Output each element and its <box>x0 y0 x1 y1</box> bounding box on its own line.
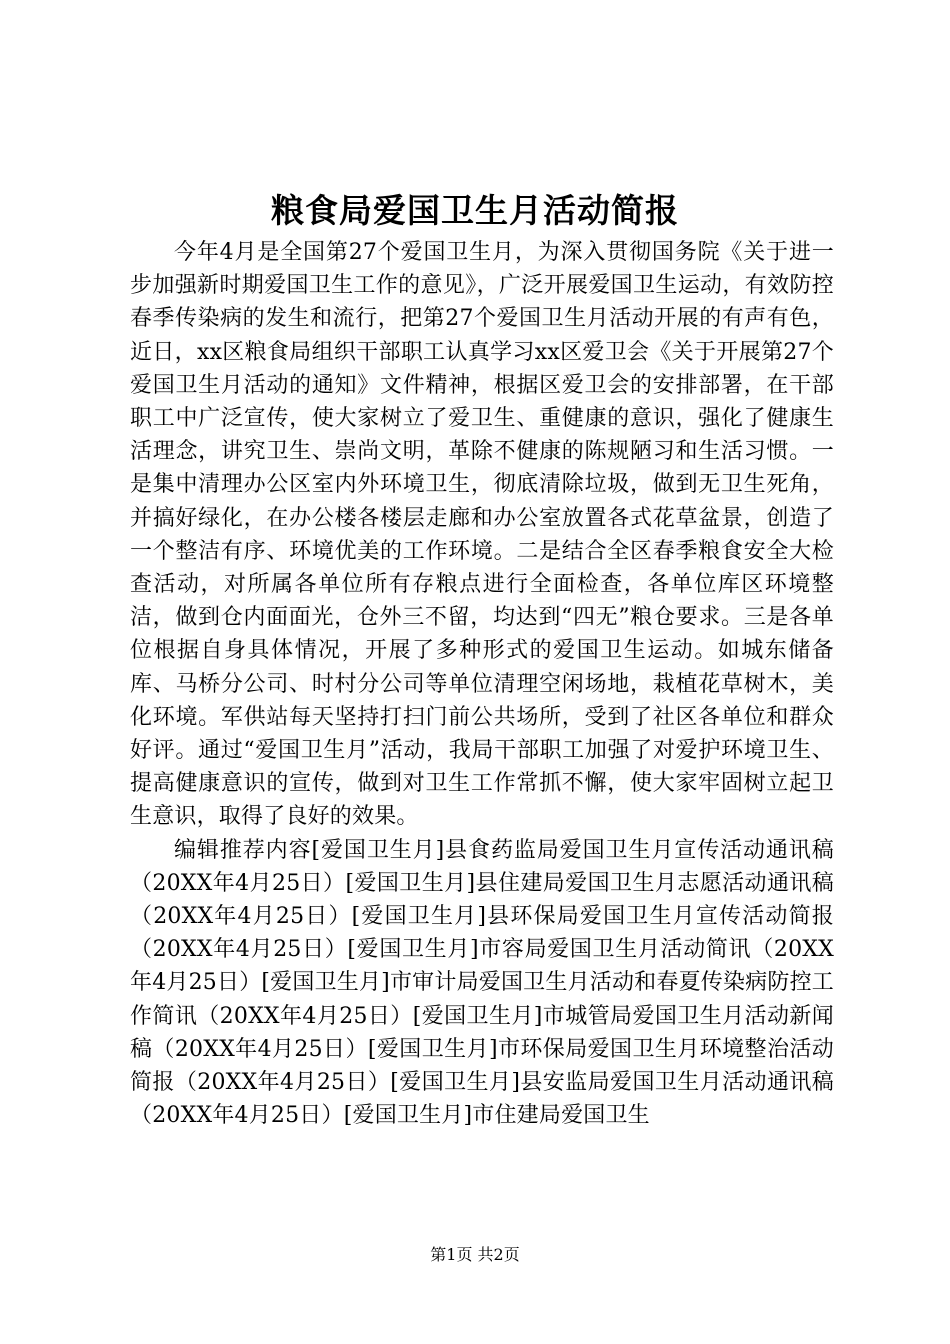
document-title: 粮食局爱国卫生月活动简报 <box>271 191 679 230</box>
body-paragraph-2: 编辑推荐内容[爱国卫生月]县食药监局爱国卫生月宣传活动通讯稿（20XX年4月25日）[爱国卫生月]县住建局爱国卫生月志愿活动通讯稿（20XX年4月25日）[爱国卫生月]县环保局爱国卫生月宣传活动简报（20XX年4月25日）[爱国卫生月]市容局爱国卫生月活动简讯（20XX年4月25日）[爱国卫生月]市审计局爱国卫生月活动和春夏传染病防控工作简讯（20XX年4月25日）[爱国卫生月]市城管局爱国卫生月活动新闻稿（20XX年4月25日）[爱国卫生月]市环保局爱国卫生月环境整治活动简报（20XX年4月25日）[爱国卫生月]县安监局爱国卫生月活动通讯稿（20XX年4月25日）[爱国卫生月]市住建局爱国卫生 <box>130 837 834 1129</box>
page-number-footer: 第1页 共2页 <box>430 1245 520 1264</box>
document-body <box>130 236 834 1132</box>
body-paragraph-1: 今年4月是全国第27个爱国卫生月，为深入贯彻国务院《关于进一步加强新时期爱国卫生工作的意见》，广泛开展爱国卫生运动，有效防控春季传染病的发生和流行，把第27个爱国卫生月活动开展的有声有色，近日，xx区粮食局组织干部职工认真学习xx区爱卫会《关于开展第27个爱国卫生月活动的通知》文件精神，根据区爱卫会的安排部署，在干部职工中广泛宣传，使大家树立了爱卫生、重健康的意识，强化了健康生活理念，讲究卫生、崇尚文明，革除不健康的陈规陋习和生活习惯。一是集中清理办公区室内外环境卫生，彻底清除垃圾，做到无卫生死角，并搞好绿化，在办公楼各楼层走廊和办公室放置各式花草盆景，创造了一个整洁有序、环境优美的工作环境。二是结合全区春季粮食安全大检查活动，对所属各单位所有存粮点进行全面检查，各单位库区环境整洁，做到仓内面面光，仓外三不留，均达到“四无”粮仓要求。三是各单位根据自身具体情况，开展了多种形式的爱国卫生运动。如城东储备库、马桥分公司、时村分公司等单位清理空闲场地，栽植花草树木，美化环境。军供站每天坚持打扫门前公共场所，受到了社区各单位和群众好评。通过“爱国卫生月”活动，我局干部职工加强了对爱护环境卫生、提高健康意识的宣传，做到对卫生工作常抓不懈，使大家牢固树立起卫生意识，取得了良好的效果。 <box>130 240 834 830</box>
